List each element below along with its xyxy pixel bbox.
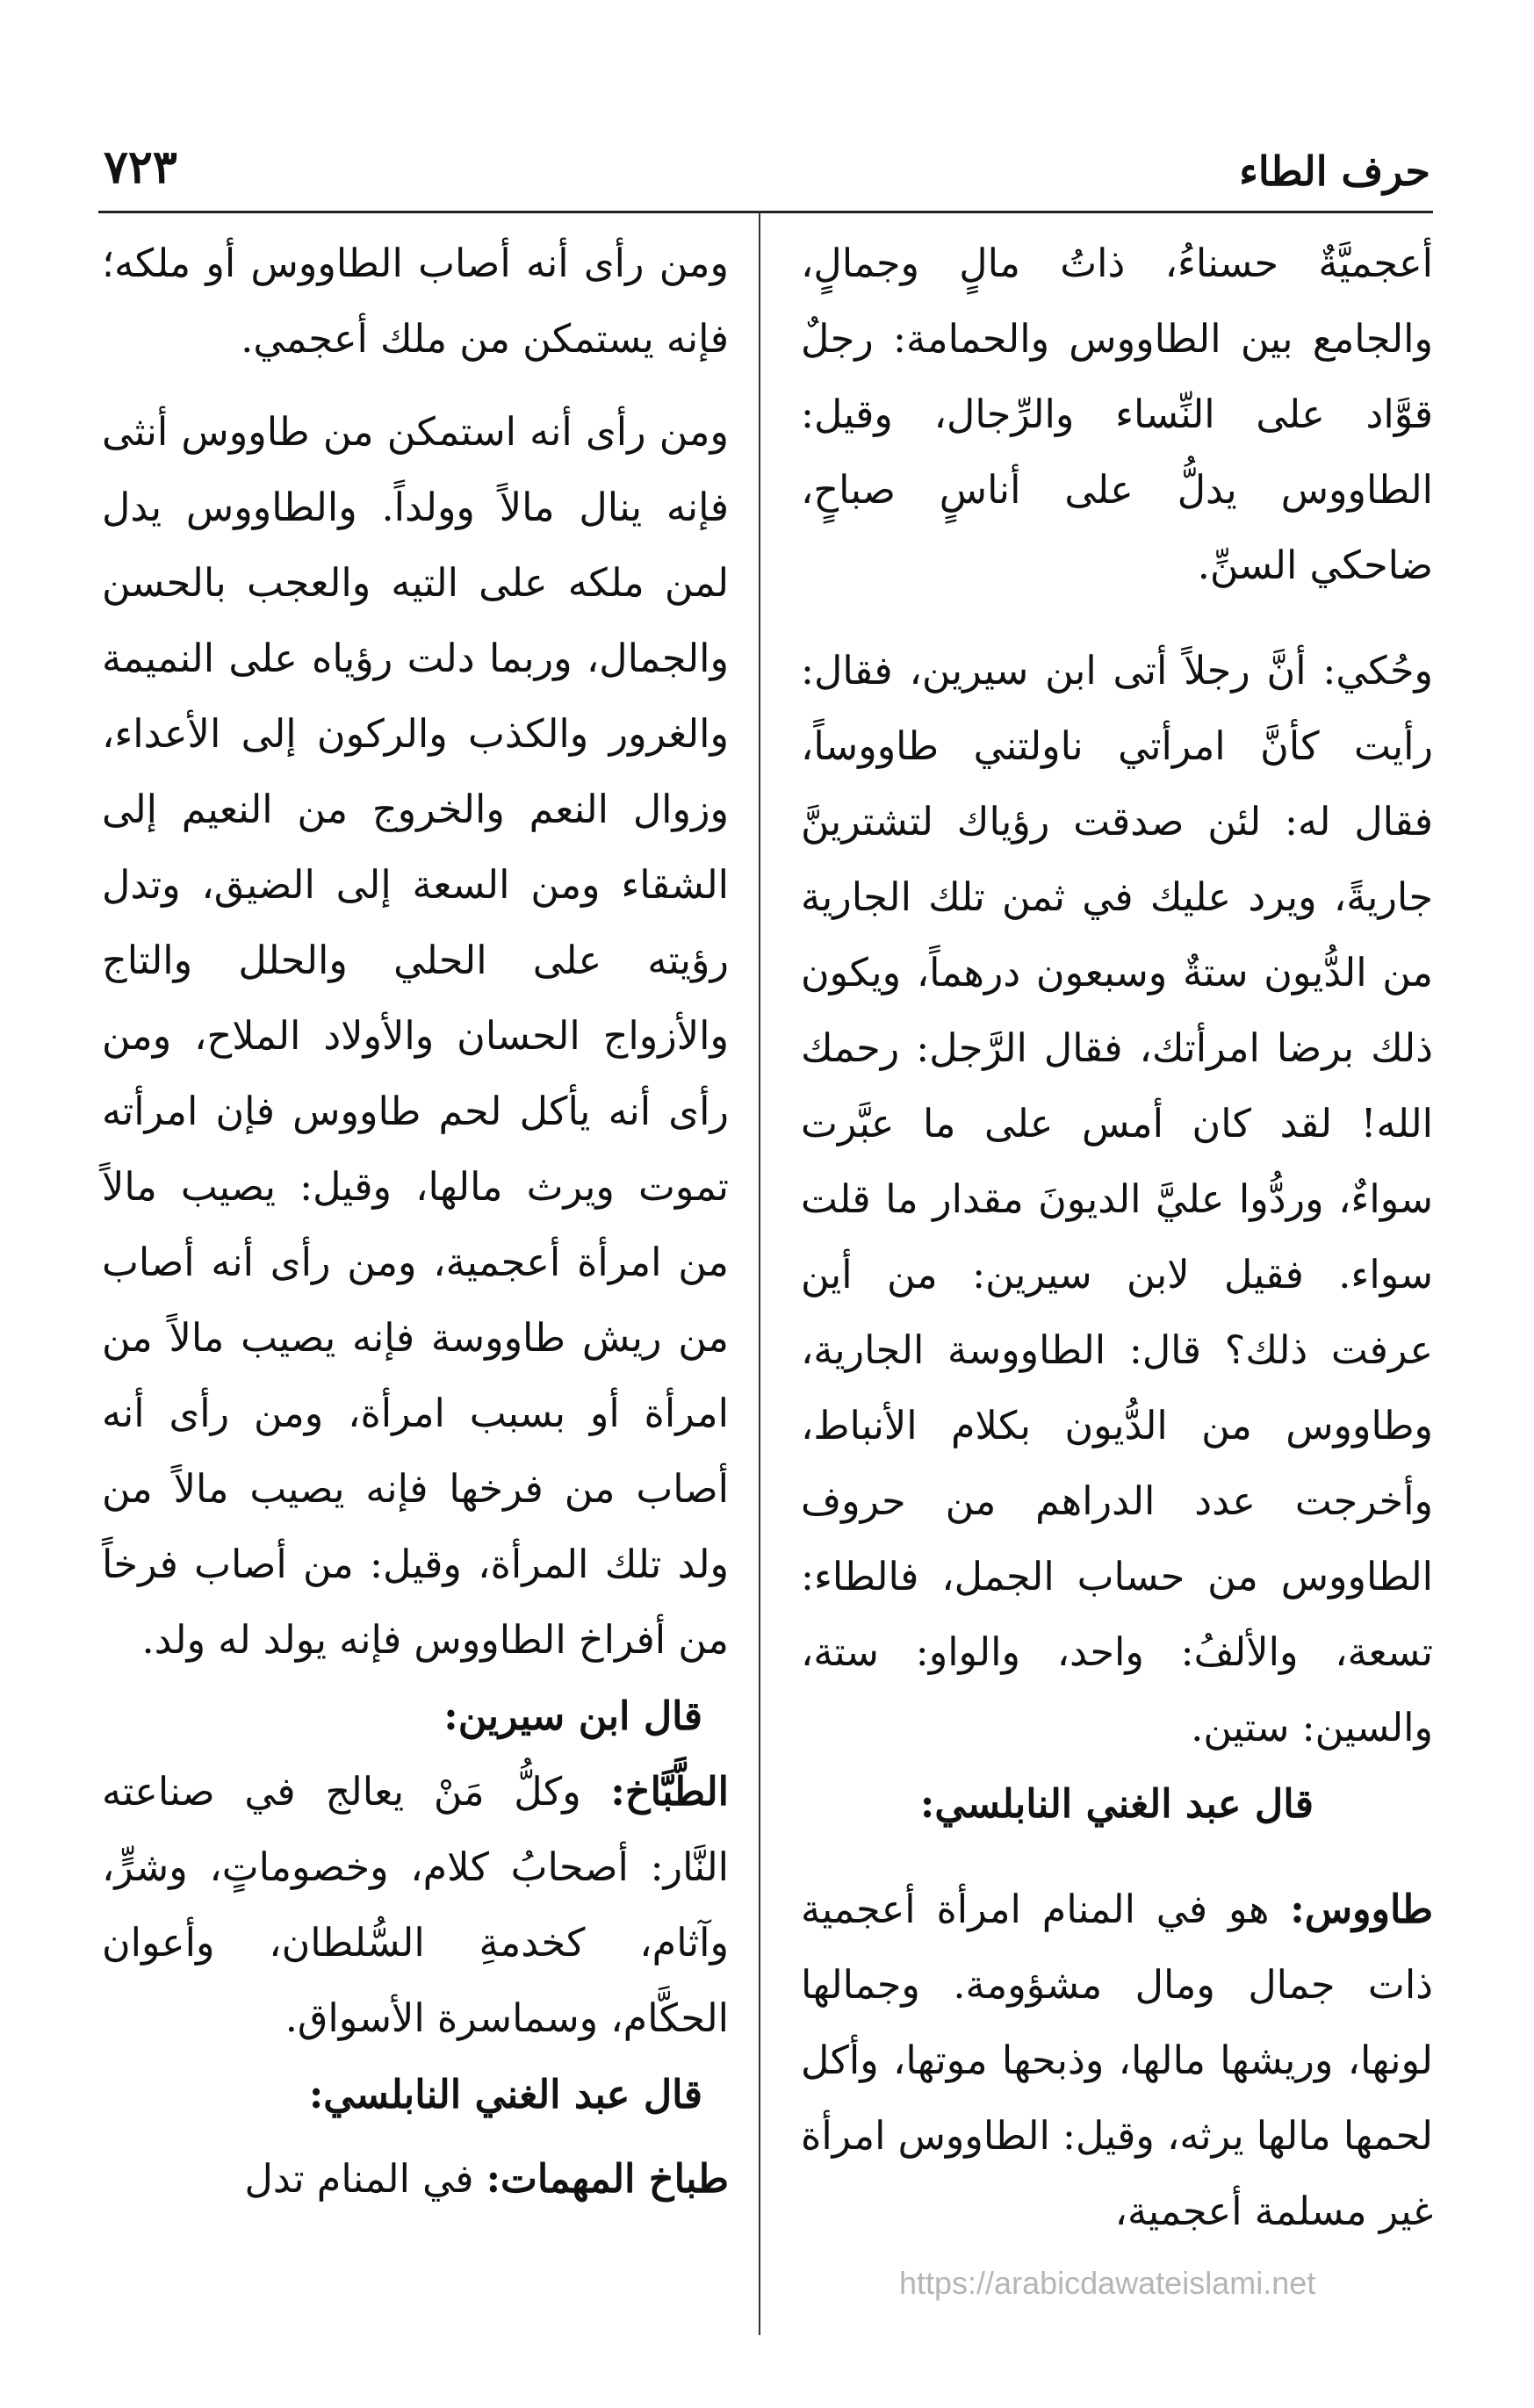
paragraph: ومن رأى أنه أصاب الطاووس أو ملكه؛ فإنه يستمكن من ملك أعجمي. xyxy=(102,241,729,362)
entry-text: هو في المنام امرأة أعجمية ذات جمال ومال مشؤومة. وجمالها لونها، وريشها مالها، وذبحها موتها، وأكل لحمها مالها يرثه، وقيل: الطاووس امرأة غير مسلمة أعجمية، xyxy=(801,1887,1433,2234)
paragraph: ومن رأى أنه استمكن من طاووس أنثى فإنه ينال مالاً وولداً. والطاووس يدل لمن ملكه على التيه والعجب بالحسن والجمال، وربما دلت رؤياه على النميمة والغرور والكذب والركون إلى الأعداء، وزوال النعم والخروج من النعيم إلى الشقاء ومن السعة إلى الضيق، وتدل رؤيته على الحلي والحلل والتاج والأزواج الحسان والأولاد الملاح، ومن رأى أنه يأكل لحم طاووس فإن امرأته تموت ويرث مالها، وقيل: يصيب مالاً من امرأة أعجمية، ومن رأى أنه أصاب من ريش طاووسة فإنه يصيب مالاً من امرأة أو بسبب امرأة، ومن رأى أنه أصاب من فرخها فإنه يصيب مالاً من ولد تلك المرأة، وقيل: من أصاب فرخاً من أفراخ الطاووس فإنه يولد له ولد. xyxy=(102,410,729,1663)
section-heading: قال عبد الغني النابلسي: xyxy=(919,1781,1314,1827)
paragraph xyxy=(801,1872,1433,2250)
entry-term: طباخ المهمات: xyxy=(486,2156,729,2202)
left-column xyxy=(102,226,729,2218)
entry-text: وكلُّ مَنْ يعالج في صناعته النَّار: أصحابُ كلام، وخصوماتٍ، وشرٍّ، وآثام، كخدمةِ السُّلطان، وأعوان الحكَّام، وسماسرة الأسواق. xyxy=(102,1770,729,2041)
entry-term: طاووس: xyxy=(1290,1887,1433,1932)
section-heading: قال عبد الغني النابلسي: xyxy=(308,2072,702,2117)
paragraph xyxy=(102,2141,729,2218)
paragraph: وحُكي: أنَّ رجلاً أتى ابن سيرين، فقال: رأيت كأنَّ امرأتي ناولتني طاووساً، فقال له: لئن صدقت رؤياك لتشترينَّ جاريةً، ويرد عليك في ثمن تلك الجارية من الدُّيون ستةٌ وسبعون درهماً، ويكون ذلك برضا امرأتك، فقال الرَّجل: رحمك الله! لقد كان أمس على ما عبَّرت سواءٌ، وردُّوا عليَّ الديونَ مقدار ما قلت سواء. فقيل لابن سيرين: من أين عرفت ذلك؟ قال: الطاووسة الجارية، وطاووس من الدُّيون بكلام الأنباط، وأخرجت عدد الدراهم من حروف الطاووس من حساب الجمل، فالطاء: تسعة، والألفُ: واحد، والواو: ستة، والسين: ستين. xyxy=(801,649,1433,1750)
entry-term: الطَّبَّاخ: xyxy=(610,1769,729,1815)
watermark-url: https://arabicdawateislami.net xyxy=(899,2265,1316,2301)
page-number: ٧٢٣ xyxy=(104,140,177,194)
right-column xyxy=(801,226,1433,2250)
section-heading: قال ابن سيرين: xyxy=(443,1693,702,1739)
paragraph xyxy=(102,1754,729,2057)
paragraph: أعجميَّةٌ حسناءُ، ذاتُ مالٍ وجمالٍ، والجامع بين الطاووس والحمامة: رجلٌ قوَّاد على النِّساء والرِّجال، وقيل: الطاووس يدلُّ على أناسٍ صباحٍ، ضاحكي السنِّ. xyxy=(801,241,1433,588)
column-divider xyxy=(759,211,760,2335)
running-header-title: حرف الطاء xyxy=(1239,147,1430,195)
header-rule xyxy=(98,211,1433,213)
entry-text: في المنام تدل xyxy=(244,2157,486,2202)
